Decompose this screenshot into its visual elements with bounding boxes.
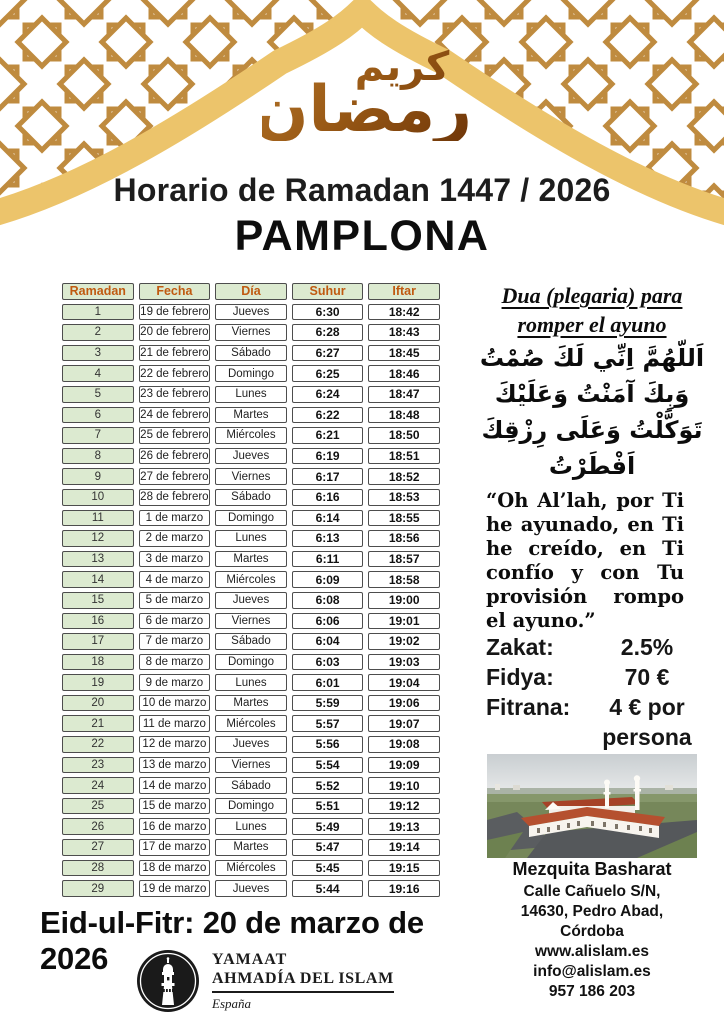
table-cell: 28 de febrero bbox=[139, 489, 211, 506]
table-cell: 14 de marzo bbox=[139, 777, 211, 794]
table-cell: Jueves bbox=[215, 304, 287, 321]
table-cell: 26 de febrero bbox=[139, 448, 211, 465]
column-header: Ramadan bbox=[62, 283, 134, 300]
table-cell: 29 bbox=[62, 880, 134, 897]
rate-row bbox=[486, 632, 706, 662]
table-cell: 5:49 bbox=[292, 818, 364, 835]
table-cell: 6 de marzo bbox=[139, 613, 211, 630]
table-cell: 18:42 bbox=[368, 304, 440, 321]
table-cell: 5:44 bbox=[292, 880, 364, 897]
schedule-table bbox=[62, 283, 440, 897]
email-address: info@alislam.es bbox=[533, 963, 651, 980]
ramadan-kareem-calligraphy bbox=[253, 44, 472, 147]
table-cell: 18:57 bbox=[368, 551, 440, 568]
table-cell: 5:57 bbox=[292, 715, 364, 732]
table-cell: 14 bbox=[62, 571, 134, 588]
table-cell: 16 bbox=[62, 613, 134, 630]
table-cell: 6:19 bbox=[292, 448, 364, 465]
dua-arabic-line: وَبِكَ آمَنْتُ وَعَلَيْكَ bbox=[494, 380, 690, 408]
table-cell: 9 bbox=[62, 468, 134, 485]
table-cell: Jueves bbox=[215, 736, 287, 753]
mosque-aerial-illustration bbox=[487, 754, 697, 858]
table-cell: 2 bbox=[62, 324, 134, 341]
table-cell: 19:09 bbox=[368, 757, 440, 774]
table-cell: 6:28 bbox=[292, 324, 364, 341]
rate-row bbox=[486, 692, 706, 752]
dua-translation: “Oh Al’lah, por Ti he ayunado, en Ti he creído, en Ti confío y con Tu provisión rompo el ayuno.” bbox=[486, 489, 684, 632]
table-cell: 6:27 bbox=[292, 345, 364, 362]
table-cell: 19:00 bbox=[368, 592, 440, 609]
table-cell: 1 de marzo bbox=[139, 510, 211, 527]
minaret-icon bbox=[136, 949, 200, 1013]
table-cell: Martes bbox=[215, 695, 287, 712]
table-cell: 15 bbox=[62, 592, 134, 609]
table-cell: Sábado bbox=[215, 489, 287, 506]
table-cell: 1 bbox=[62, 304, 134, 321]
table-cell: 25 bbox=[62, 798, 134, 815]
table-cell: 10 de marzo bbox=[139, 695, 211, 712]
table-cell: 3 bbox=[62, 345, 134, 362]
table-cell: 12 de marzo bbox=[139, 736, 211, 753]
org-country: España bbox=[212, 995, 251, 1011]
address-lines bbox=[468, 882, 716, 942]
dua-heading-line1: Dua (plegaria) para bbox=[501, 283, 683, 308]
table-cell: Sábado bbox=[215, 633, 287, 650]
table-cell: 19:08 bbox=[368, 736, 440, 753]
table-cell: 19:07 bbox=[368, 715, 440, 732]
mosque-name: Mezquita Basharat bbox=[512, 859, 672, 879]
column-header: Fecha bbox=[139, 283, 211, 300]
dua-arabic-line: اَللّهُمَّ اِنِّي لَكَ صُمْتُ bbox=[479, 344, 705, 372]
table-cell: 6:01 bbox=[292, 674, 364, 691]
table-cell: 19 de marzo bbox=[139, 880, 211, 897]
table-cell: 11 bbox=[62, 510, 134, 527]
calligraphy-ramadan: رمضان bbox=[253, 73, 472, 147]
org-name-line1: YAMAAT bbox=[212, 950, 288, 968]
table-cell: 26 bbox=[62, 818, 134, 835]
table-cell: 12 bbox=[62, 530, 134, 547]
table-cell: Lunes bbox=[215, 818, 287, 835]
table-cell: 19:16 bbox=[368, 880, 440, 897]
address-line: Calle Cañuelo S/N, bbox=[523, 883, 661, 900]
table-cell: 20 de febrero bbox=[139, 324, 211, 341]
table-cell: Martes bbox=[215, 839, 287, 856]
table-cell: 18:46 bbox=[368, 365, 440, 382]
rate-label: Zakat: bbox=[486, 634, 554, 660]
table-cell: 2 de marzo bbox=[139, 530, 211, 547]
table-cell: 6:21 bbox=[292, 427, 364, 444]
dua-arabic-line: اَفْطَرْتُ bbox=[548, 452, 636, 480]
table-cell: 19:15 bbox=[368, 860, 440, 877]
table-cell: 4 bbox=[62, 365, 134, 382]
table-cell: 6:06 bbox=[292, 613, 364, 630]
table-cell: 6:13 bbox=[292, 530, 364, 547]
table-cell: 6:04 bbox=[292, 633, 364, 650]
table-cell: 8 bbox=[62, 448, 134, 465]
table-cell: 5:52 bbox=[292, 777, 364, 794]
table-cell: 28 bbox=[62, 860, 134, 877]
table-cell: Lunes bbox=[215, 386, 287, 403]
table-cell: 16 de marzo bbox=[139, 818, 211, 835]
table-cell: 27 bbox=[62, 839, 134, 856]
table-cell: Viernes bbox=[215, 324, 287, 341]
table-cell: 6:14 bbox=[292, 510, 364, 527]
website-link: www.alislam.es bbox=[534, 943, 649, 960]
table-cell: 18:55 bbox=[368, 510, 440, 527]
table-cell: 19:12 bbox=[368, 798, 440, 815]
table-cell: Domingo bbox=[215, 365, 287, 382]
table-cell: 19:04 bbox=[368, 674, 440, 691]
table-cell: 18:53 bbox=[368, 489, 440, 506]
table-cell: Jueves bbox=[215, 448, 287, 465]
table-cell: Domingo bbox=[215, 654, 287, 671]
table-cell: 25 de febrero bbox=[139, 427, 211, 444]
phone-number: 957 186 203 bbox=[548, 983, 636, 1000]
table-cell: 13 bbox=[62, 551, 134, 568]
table-cell: 19:03 bbox=[368, 654, 440, 671]
table-cell: 19 bbox=[62, 674, 134, 691]
table-cell: 5:45 bbox=[292, 860, 364, 877]
calligraphy-kareem: كريم bbox=[354, 44, 450, 90]
column-header: Suhur bbox=[292, 283, 364, 300]
dua-heading bbox=[468, 281, 716, 339]
table-cell: 6:24 bbox=[292, 386, 364, 403]
table-cell: 6:25 bbox=[292, 365, 364, 382]
table-cell: 24 bbox=[62, 777, 134, 794]
table-cell: 19:06 bbox=[368, 695, 440, 712]
rate-value: 70 € bbox=[624, 664, 670, 690]
table-cell: 17 bbox=[62, 633, 134, 650]
table-cell: 18:45 bbox=[368, 345, 440, 362]
table-cell: 19:10 bbox=[368, 777, 440, 794]
table-cell: 6:08 bbox=[292, 592, 364, 609]
table-cell: 8 de marzo bbox=[139, 654, 211, 671]
table-cell: Miércoles bbox=[215, 860, 287, 877]
table-cell: Domingo bbox=[215, 510, 287, 527]
dua-arabic-line: تَوَكَّلْتُ وَعَلَى رِزْقِكَ bbox=[481, 416, 703, 444]
org-name-line2: AHMADÍA DEL ISLAM bbox=[212, 969, 394, 993]
table-cell: 17 de marzo bbox=[139, 839, 211, 856]
table-cell: 5 de marzo bbox=[139, 592, 211, 609]
table-cell: 21 de febrero bbox=[139, 345, 211, 362]
table-cell: Martes bbox=[215, 551, 287, 568]
table-cell: Lunes bbox=[215, 674, 287, 691]
table-cell: 9 de marzo bbox=[139, 674, 211, 691]
table-cell: 5 bbox=[62, 386, 134, 403]
table-cell: 6:22 bbox=[292, 407, 364, 424]
table-cell: 6:11 bbox=[292, 551, 364, 568]
rate-label: Fidya: bbox=[486, 664, 554, 690]
table-cell: 18:48 bbox=[368, 407, 440, 424]
table-cell: 18:56 bbox=[368, 530, 440, 547]
table-cell: 22 bbox=[62, 736, 134, 753]
table-cell: Domingo bbox=[215, 798, 287, 815]
table-cell: 6:30 bbox=[292, 304, 364, 321]
table-cell: 4 de marzo bbox=[139, 571, 211, 588]
table-cell: 6:03 bbox=[292, 654, 364, 671]
column-header: Día bbox=[215, 283, 287, 300]
table-cell: 5:59 bbox=[292, 695, 364, 712]
table-cell: 21 bbox=[62, 715, 134, 732]
table-cell: Viernes bbox=[215, 468, 287, 485]
table-cell: 19 de febrero bbox=[139, 304, 211, 321]
table-cell: 6:16 bbox=[292, 489, 364, 506]
table-cell: 7 de marzo bbox=[139, 633, 211, 650]
table-cell: 20 bbox=[62, 695, 134, 712]
table-cell: 18:50 bbox=[368, 427, 440, 444]
rate-label: Fitrana: bbox=[486, 694, 571, 720]
table-cell: 27 de febrero bbox=[139, 468, 211, 485]
rate-value: 2.5% bbox=[620, 634, 674, 660]
table-cell: 15 de marzo bbox=[139, 798, 211, 815]
table-cell: Jueves bbox=[215, 592, 287, 609]
table-cell: Miércoles bbox=[215, 571, 287, 588]
table-cell: Miércoles bbox=[215, 715, 287, 732]
table-cell: 5:56 bbox=[292, 736, 364, 753]
table-cell: 18:43 bbox=[368, 324, 440, 341]
table-cell: 19:02 bbox=[368, 633, 440, 650]
organization-name bbox=[212, 950, 394, 1013]
table-cell: 11 de marzo bbox=[139, 715, 211, 732]
table-cell: 18:51 bbox=[368, 448, 440, 465]
table-cell: 13 de marzo bbox=[139, 757, 211, 774]
table-cell: 6:09 bbox=[292, 571, 364, 588]
table-cell: 18 bbox=[62, 654, 134, 671]
table-cell: Viernes bbox=[215, 757, 287, 774]
table-cell: 3 de marzo bbox=[139, 551, 211, 568]
table-cell: Sábado bbox=[215, 345, 287, 362]
table-cell: 23 bbox=[62, 757, 134, 774]
table-cell: 18:47 bbox=[368, 386, 440, 403]
table-cell: Lunes bbox=[215, 530, 287, 547]
table-cell: 18:58 bbox=[368, 571, 440, 588]
table-cell: 23 de febrero bbox=[139, 386, 211, 403]
table-cell: Miércoles bbox=[215, 427, 287, 444]
eid-date-line: Eid-ul-Fitr: 20 de marzo de 2026 bbox=[40, 905, 424, 976]
column-header: Iftar bbox=[368, 283, 440, 300]
table-cell: 19:01 bbox=[368, 613, 440, 630]
rates-block bbox=[486, 632, 706, 752]
table-cell: 24 de febrero bbox=[139, 407, 211, 424]
table-cell: 22 de febrero bbox=[139, 365, 211, 382]
table-cell: 19:14 bbox=[368, 839, 440, 856]
table-cell: 5:47 bbox=[292, 839, 364, 856]
table-cell: 10 bbox=[62, 489, 134, 506]
contact-block bbox=[468, 858, 716, 1002]
poster-title: Horario de Ramadan 1447 / 2026 bbox=[113, 172, 611, 208]
table-cell: 5:54 bbox=[292, 757, 364, 774]
rate-value: 4 € por persona bbox=[602, 694, 692, 750]
table-cell: 6:17 bbox=[292, 468, 364, 485]
table-cell: Sábado bbox=[215, 777, 287, 794]
address-line: 14630, Pedro Abad, bbox=[520, 903, 664, 920]
dua-heading-line2: romper el ayuno bbox=[517, 312, 667, 337]
dua-arabic-text bbox=[468, 340, 716, 484]
rate-row bbox=[486, 662, 706, 692]
table-cell: 18:52 bbox=[368, 468, 440, 485]
table-cell: 19:13 bbox=[368, 818, 440, 835]
organization-logo bbox=[136, 949, 394, 1013]
table-cell: 7 bbox=[62, 427, 134, 444]
address-line: Córdoba bbox=[560, 923, 624, 940]
mosque-photo bbox=[487, 754, 697, 858]
city-name: PAMPLONA bbox=[234, 212, 490, 260]
table-cell: Jueves bbox=[215, 880, 287, 897]
table-cell: 5:51 bbox=[292, 798, 364, 815]
table-cell: 6 bbox=[62, 407, 134, 424]
table-cell: Martes bbox=[215, 407, 287, 424]
table-cell: 18 de marzo bbox=[139, 860, 211, 877]
table-cell: Viernes bbox=[215, 613, 287, 630]
